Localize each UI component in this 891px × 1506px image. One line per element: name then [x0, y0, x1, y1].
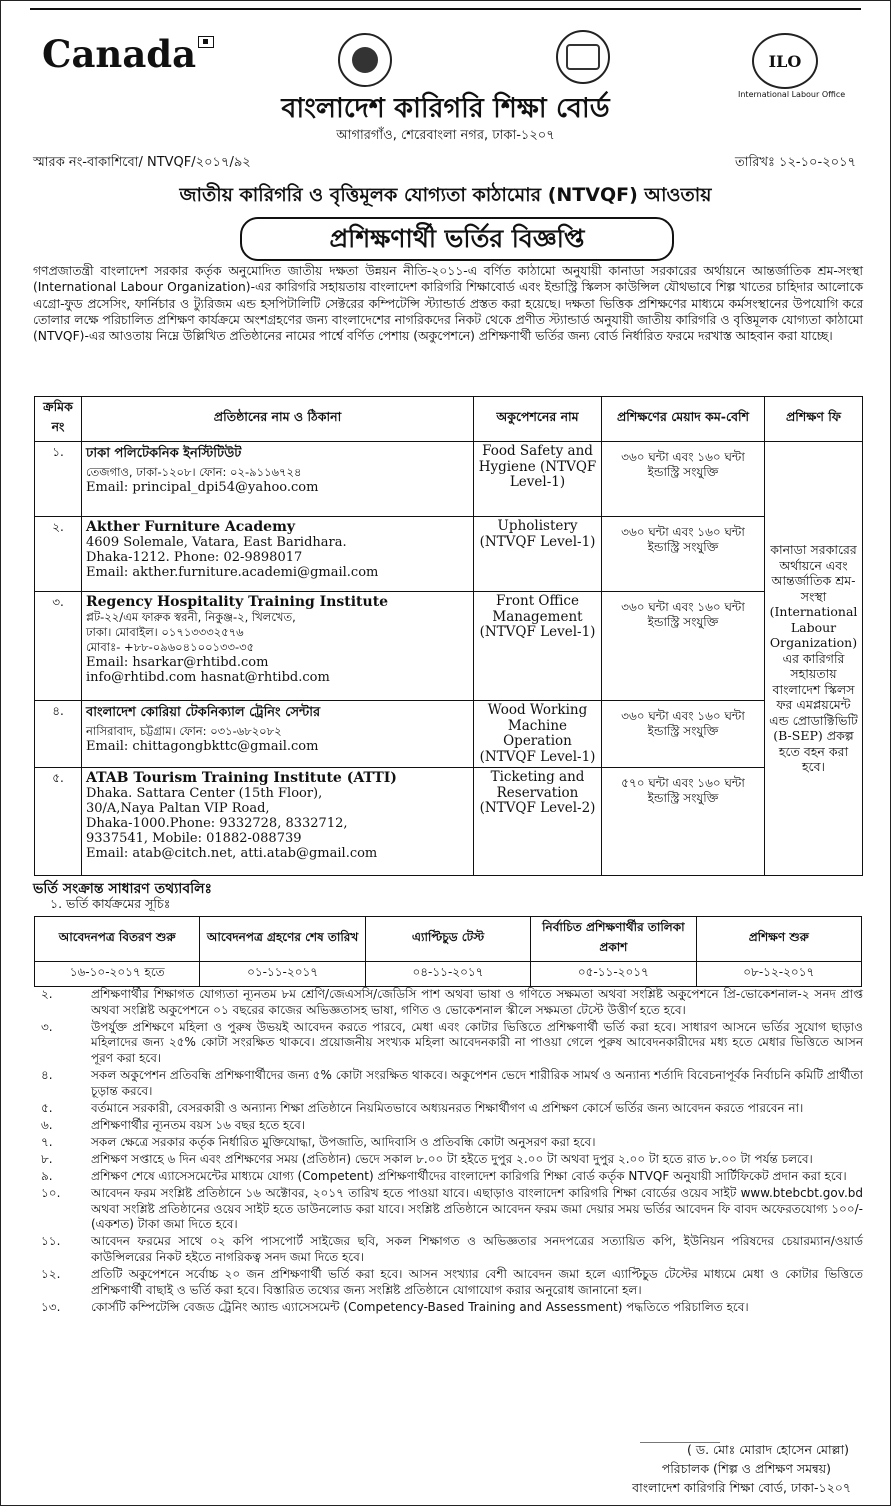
row-serial: ৩.: [35, 592, 82, 701]
point-text: বর্তমানে সরকারী, বেসরকারী ও অন্যান্য শিক্ষা প্রতিষ্ঠানে নিয়মিতভাবে অধ্যয়নরত শিক্ষার্থীগণ এ প্রশিক্ষণ কোর্সে ভর্তির জন্য আবেদন করতে পারবেন না।: [91, 1100, 804, 1115]
list-item: [33, 1068, 863, 1099]
institute-phone: 9337541, Mobile: 01882-088739: [86, 831, 302, 846]
point-text: প্রতিটি অকুপেশনে সর্বোচ্চ ২০ জন প্রশিক্ষণার্থী ভর্তি করা হবে। আসন সংখ্যার বেশী আবেদন জমা হলে এ্যাপ্টিচুড টেস্টের মাধ্যমে মেধা ও কোটার ভিত্তিতে প্রশিক্ষণার্থী বাছাই ও ভর্তি করা হবে। বিস্তারিত তথ্যের জন্য সংশ্লিষ্ট প্রতিষ্ঠানে যোগাযোগ করার অনুরোধ জানানো হল।: [91, 1267, 863, 1297]
schedule-value-row: [35, 962, 862, 987]
notice-banner: প্রশিক্ষণার্থী ভর্তির বিজ্ঞপ্তি: [240, 217, 674, 261]
schedule-header: প্রশিক্ষণ শুরু: [696, 917, 861, 962]
institute-address: Dhaka. Sattara Center (15th Floor),: [86, 786, 323, 801]
list-item: [33, 1186, 863, 1233]
point-number: ৫.: [41, 1100, 53, 1115]
institute-address: নাসিরাবাদ, চট্টগ্রাম। ফোন: ০৩১-৬৮২০৮২: [86, 724, 282, 738]
table-row: [35, 768, 863, 876]
occupation-cell: Front Office Management (NTVQF Level-1): [474, 592, 602, 701]
institute-phone: Dhaka-1000.Phone: 9332728, 8332712,: [86, 816, 348, 831]
point-number: ৭.: [41, 1134, 53, 1149]
schedule-value: ০৫-১১-২০১৭: [531, 962, 696, 987]
col-header-duration: প্রশিক্ষণের মেয়াদ কম-বেশি: [602, 397, 765, 442]
point-number: ৪.: [41, 1067, 53, 1082]
list-item: [33, 1020, 863, 1067]
list-item: [33, 1234, 863, 1265]
schedule-value: ১৬-১০-২০১৭ হতে: [35, 962, 200, 987]
institute-mobile: মোবাঃ- +৮৮-০৯৬০৪১০০১৩৩-৩৫: [86, 640, 255, 654]
list-item: [33, 1169, 863, 1185]
list-item: [33, 1101, 863, 1117]
intro-paragraph: গণপ্রজাতন্ত্রী বাংলাদেশ সরকার কর্তৃক অনুমোদিত জাতীয় দক্ষতা উন্নয়ন নীতি-২০১১-এ বর্ণিত কাঠামো অনুযায়ী কানাডা সরকারের অর্থায়নে আন্তর্জাতিক শ্রম-সংস্থা (International Labour Organization)-এর কারিগরি সহায়তায় বাংলাদেশ কারিগরি শিক্ষাবোর্ড এবং ইন্ডাস্ট্রি স্কিলস কাউন্সিল যৌথভাবে শিল্প খাতের চাহিদার আলোকে এগ্রো-ফুড প্রসেসিং, ফার্নিচার ও ট্যুরিজম এন্ড হসপিটালিটি সেক্টরের কম্পিটেন্সি স্ট্যান্ডার্ড প্রস্তত করা হয়েছে। দক্ষতা ভিত্তিক প্রশিক্ষণের মাধ্যমে কর্মসংস্থানের উপযোগি করে তোলার লক্ষে পরিচালিত প্রশিক্ষণ কার্যক্রমে অংশগ্রহণের জন্য বাংলাদেশের নাগরিকদের নিকট থেকে প্রণীত স্ট্যান্ডার্ড অনুযায়ী জাতীয় কারিগরি ও বৃত্তিমূলক যোগ্যতা কাঠামো (NTVQF)-এর আওতায় নিম্নে উল্লিখিত প্রতিষ্ঠানের নামের পার্শ্বে বর্ণিত পেশায় (অকুপেশনে) প্রশিক্ষণার্থী ভর্তির জন্য বোর্ড নির্ধারিত ফরমে দরখাস্ত আহবান করা যাচ্ছে।: [33, 264, 863, 344]
col-header-institute: প্রতিষ্ঠানের নাম ও ঠিকানা: [82, 397, 474, 442]
point-text: আবেদন ফরমের সাথে ০২ কপি পাসপোর্ট সাইজের ছবি, সকল শিক্ষাগত ও অভিজ্ঞতার সনদপত্রের সত্যায়িত কপি, ইউনিয়ন পরিষদের চেয়ারম্যান/ওয়ার্ড কাউন্সিলরের নিকট হইতে নাগরিকত্ব সনদ জমা দিতে হবে।: [91, 1234, 863, 1264]
fee-cell: কানাডা সরকারের অর্থায়নে এবং আন্তর্জাতিক শ্রম-সংস্থা (International Labour Organization) এর কারিগরি সহায়তায় বাংলাদেশ স্কিলস ফর এমপ্লয়মেন্ট এন্ড প্রোডাক্টিভিটি (B-SEP) প্রকল্প হতে বহন করা হবে।: [765, 442, 863, 876]
occupation-cell: Ticketing and Reservation (NTVQF Level-2): [474, 768, 602, 876]
point-number: ৩.: [41, 1019, 53, 1034]
institute-mobile: ঢাকা। মোবাইল। ০১৭১৩৩৩২৫৭৬: [86, 625, 244, 639]
list-item: [33, 1135, 863, 1151]
notice-subtitle: জাতীয় কারিগরি ও বৃত্তিমূলক যোগ্যতা কাঠামোর (NTVQF) আওতায়: [179, 184, 712, 206]
point-text: সকল ক্ষেত্রে সরকার কর্তৃক নির্ধারিত মুক্তিযোদ্ধা, উপজাতি, আদিবাসি ও প্রতিবন্ধি কোটা অনুসরণ করা হবে।: [91, 1134, 596, 1149]
schedule-header-row: [35, 917, 862, 962]
schedule-value: ০১-১১-২০১৭: [200, 962, 365, 987]
schedule-header: এ্যাপ্টিচুড টেস্ট: [365, 917, 530, 962]
schedule-header: আবেদনপত্র বিতরণ শুরু: [35, 917, 200, 962]
board-title: বাংলাদেশ কারিগরি শিক্ষা বোর্ড: [281, 93, 610, 124]
institute-cell: [82, 701, 474, 768]
schedule-value: ০৮-১২-২০১৭: [696, 962, 861, 987]
general-points-list: [33, 987, 863, 1317]
row-serial: ৪.: [35, 701, 82, 768]
institute-name: ATAB Tourism Training Institute (ATTI): [86, 770, 397, 786]
point-number: ৯.: [41, 1169, 53, 1184]
schedule-label: ১. ভর্তি কার্যক্রমের সূচিঃ: [50, 896, 171, 911]
row-serial: ২.: [35, 517, 82, 592]
institute-address: 4609 Solemale, Vatara, East Baridhara.: [86, 535, 347, 550]
signatory-name: ( ড. মোঃ মোরাদ হোসেন মোল্লা): [687, 1442, 849, 1457]
institutes-table: [34, 396, 863, 876]
point-text: প্রশিক্ষণার্থীর শিক্ষাগত যোগ্যতা ন্যূনতম ৮ম শ্রেণি/জেএসসি/জেডিসি পাশ অথবা ভাষা ও গণিতে সক্ষমতা অথবা সংশ্লিষ্ট অকুপেশনে প্রি-ভোকেশনাল-২ সনদ প্রাপ্ত অথবা সংশ্লিষ্ট অকুপেশনে ০১ বছরের কাজের অভিজ্ঞতাসহ ভাষা, গণিত ও ভোকেশনাল স্কীলে সক্ষমতা টেস্টে উত্তীর্ণ হতে হবে।: [91, 987, 863, 1017]
bteb-logo-icon: [556, 30, 610, 84]
schedule-header: আবেদনপত্র গ্রহণের শেষ তারিখ: [200, 917, 365, 962]
table-row: [35, 442, 863, 517]
signatory-organization: বাংলাদেশ কারিগরি শিক্ষা বোর্ড, ঢাকা-১২০৭: [632, 1480, 851, 1495]
duration-cell: ৩৬০ ঘন্টা এবং ১৬০ ঘন্টা ইন্ডাস্ট্রি সংযুক্তি: [602, 592, 765, 701]
institute-phone: Dhaka-1212. Phone: 02-9898017: [86, 550, 303, 565]
flag-icon: [198, 36, 214, 48]
schedule-table: [34, 916, 862, 987]
row-serial: ১.: [35, 442, 82, 517]
institute-name: Akther Furniture Academy: [86, 519, 296, 535]
institute-name: Regency Hospitality Training Institute: [86, 594, 389, 610]
col-header-occupation: অকুপেশনের নাম: [474, 397, 602, 442]
institute-cell: [82, 442, 474, 517]
top-rule: [30, 0, 861, 10]
point-text: আবেদন ফরম সংশ্লিষ্ট প্রতিষ্ঠানে ১৬ অক্টোবর, ২০১৭ তারিখ হতে পাওয়া যাবে। এছাড়াও বাংলাদেশ কারিগরি শিক্ষা বোর্ডের ওয়েব সাইট www.btebcbt.gov.bd অথবা সংশ্লিষ্ট প্রতিষ্ঠানের ওয়েব সাইট হতে ডাউনলোড করা যাবে। সংশ্লিষ্ট প্রতিষ্ঠানে আবেদন ফরম জমা দেয়ার সময় ভর্তির আবেদন ফি বাবদ অফেরতযোগ্য ১০০/- (একশত) টাকা জমা দিতে হবে।: [91, 1186, 863, 1232]
board-address: আগারগাঁও, শেরেবাংলা নগর, ঢাকা-১২০৭: [336, 128, 555, 143]
institute-cell: [82, 768, 474, 876]
table-row: [35, 592, 863, 701]
canada-logo: Canada: [42, 32, 214, 76]
government-seal-icon: [338, 33, 392, 87]
point-text: সকল অকুপেশন প্রতিবন্ধি প্রশিক্ষণার্থীদের জন্য ৫% কোটা সংরক্ষিত থাকবে। অকুপেশন ভেদে শারীরিক সামর্থ ও অন্যান্য শর্তাদি বিবেচনাপূর্বক নির্বাচনি কমিটি প্রার্থীতা চূড়ান্ত করবে।: [91, 1067, 863, 1098]
duration-cell: ৩৬০ ঘন্টা এবং ১৬০ ঘন্টা ইন্ডাস্ট্রি সংযুক্তি: [602, 442, 765, 517]
institute-email: info@rhtibd.com hasnat@rhtibd.com: [86, 670, 330, 685]
list-item: [33, 1300, 863, 1316]
institute-cell: [82, 592, 474, 701]
list-item: [33, 1152, 863, 1168]
point-text: প্রশিক্ষণ সপ্তাহে ৬ দিন এবং প্রশিক্ষণের সময় (প্রতিষ্ঠান) ভেদে সকাল ৮.০০ টা হইতে দুপুর ২.০০ টা অথবা দুপুর ২.০০ টা হতে রাত ৮.০০ টা পর্যন্ত চলবে।: [91, 1151, 813, 1166]
signatory-title: পরিচালক (শিল্প ও প্রশিক্ষণ সমন্বয়): [661, 1461, 831, 1476]
point-text: প্রশিক্ষণার্থীর ন্যূনতম বয়স ১৬ বছর হতে হবে।: [91, 1117, 306, 1132]
duration-cell: ৩৬০ ঘন্টা এবং ১৬০ ঘন্টা ইন্ডাস্ট্রি সংযুক্তি: [602, 517, 765, 592]
institute-email: Email: hsarkar@rhtibd.com: [86, 655, 269, 670]
col-header-serial: ক্রমিক নং: [35, 397, 82, 442]
point-number: ২.: [41, 987, 53, 1001]
list-item: [33, 1267, 863, 1298]
point-number: ১০.: [41, 1186, 61, 1201]
point-number: ১২.: [41, 1267, 61, 1282]
schedule-value: ০৪-১১-২০১৭: [365, 962, 530, 987]
institute-email: Email: akther.furniture.academi@gmail.com: [86, 565, 379, 580]
point-number: ১৩.: [41, 1299, 61, 1314]
point-number: ৬.: [41, 1117, 53, 1132]
point-text: কোর্সটি কম্পিটেন্সি বেজড ট্রেনিং অ্যান্ড এ্যাসেসমেন্ট (Competency-Based Training and Assessment) পদ্ধতিতে পরিচালিত হবে।: [91, 1299, 749, 1314]
duration-cell: ৩৬০ ঘন্টা এবং ১৬০ ঘন্টা ইন্ডাস্ট্রি সংযুক্তি: [602, 701, 765, 768]
institute-email: Email: principal_dpi54@yahoo.com: [86, 480, 319, 495]
institute-email: Email: chittagongbkttc@gmail.com: [86, 739, 319, 754]
institute-address: তেজগাও, ঢাকা-১২০৮। ফোন: ০২-৯১১৬৭২৪: [86, 465, 302, 479]
row-serial: ৫.: [35, 768, 82, 876]
general-info-heading: ভর্তি সংক্রান্ত সাধারণ তথ্যাবলিঃ: [33, 881, 213, 897]
point-number: ১১.: [41, 1234, 61, 1249]
ilo-logo: ILO: [752, 33, 818, 89]
duration-cell: ৫৭০ ঘন্টা এবং ১৬০ ঘন্টা ইন্ডাস্ট্রি সংযুক্তি: [602, 768, 765, 876]
list-item: [33, 1118, 863, 1134]
institute-cell: [82, 517, 474, 592]
institute-address: প্লট-২২/এম ফারুক স্বরনী, নিকুঞ্জ-২, খিলখেত,: [86, 610, 296, 624]
institute-address: 30/A,Naya Paltan VIP Road,: [86, 801, 270, 816]
occupation-cell: Upholistery (NTVQF Level-1): [474, 517, 602, 592]
point-text: প্রশিক্ষণ শেষে এ্যাসেসমেন্টের মাধ্যমে যোগ্য (Competent) প্রশিক্ষণার্থীদের বাংলাদেশ কারিগরি শিক্ষা বোর্ড কর্তৃক NTVQF অনুযায়ী সার্টিফিকেট প্রদান করা হবে।: [91, 1169, 847, 1184]
signature-mark: [640, 1412, 720, 1443]
institute-email: Email: atab@citch.net, atti.atab@gmail.com: [86, 846, 378, 861]
table-row: [35, 701, 863, 768]
occupation-cell: Food Safety and Hygiene (NTVQF Level-1): [474, 442, 602, 517]
point-number: ৮.: [41, 1151, 53, 1166]
point-text: উপর্যুক্ত প্রশিক্ষণে মহিলা ও পুরুষ উভয়ই আবেদন করতে পারবে, মেধা এবং কোটার ভিত্তিতে প্রশিক্ষণার্থী ভর্তি করা হবে। সাধারণ আসনে ভর্তির সুযোগ ছাড়াও মহিলাদের জন্য ২৫% কোটা সংরক্ষিত থাকবে। প্রয়োজনীয় সংখ্যক মহিলা আবেদনকারী না পাওয়া গেলে পুরুষ আবেদনকারীদের মধ্য হতে মেধার ভিত্তিতে আসন পূরণ করা হবে।: [91, 1019, 863, 1065]
schedule-header: নির্বাচিত প্রশিক্ষণার্থীর তালিকা প্রকাশ: [531, 917, 696, 962]
memo-number: স্মারক নং-বাকাশিবো/ NTVQF/২০১৭/৯২: [33, 155, 251, 170]
ilo-caption: International Labour Office: [738, 90, 846, 99]
list-item: [33, 987, 863, 1018]
institute-name: বাংলাদেশ কোরিয়া টেকনিক্যাল ট্রেনিং সেন্টার: [86, 705, 321, 720]
institute-name: ঢাকা পলিটেকনিক ইনস্টিটিউট: [86, 446, 242, 461]
col-header-fee: প্রশিক্ষণ ফি: [765, 397, 863, 442]
occupation-cell: Wood Working Machine Operation (NTVQF Level-1): [474, 701, 602, 768]
notice-date: তারিখঃ ১২-১০-২০১৭: [735, 155, 856, 170]
table-row: [35, 517, 863, 592]
